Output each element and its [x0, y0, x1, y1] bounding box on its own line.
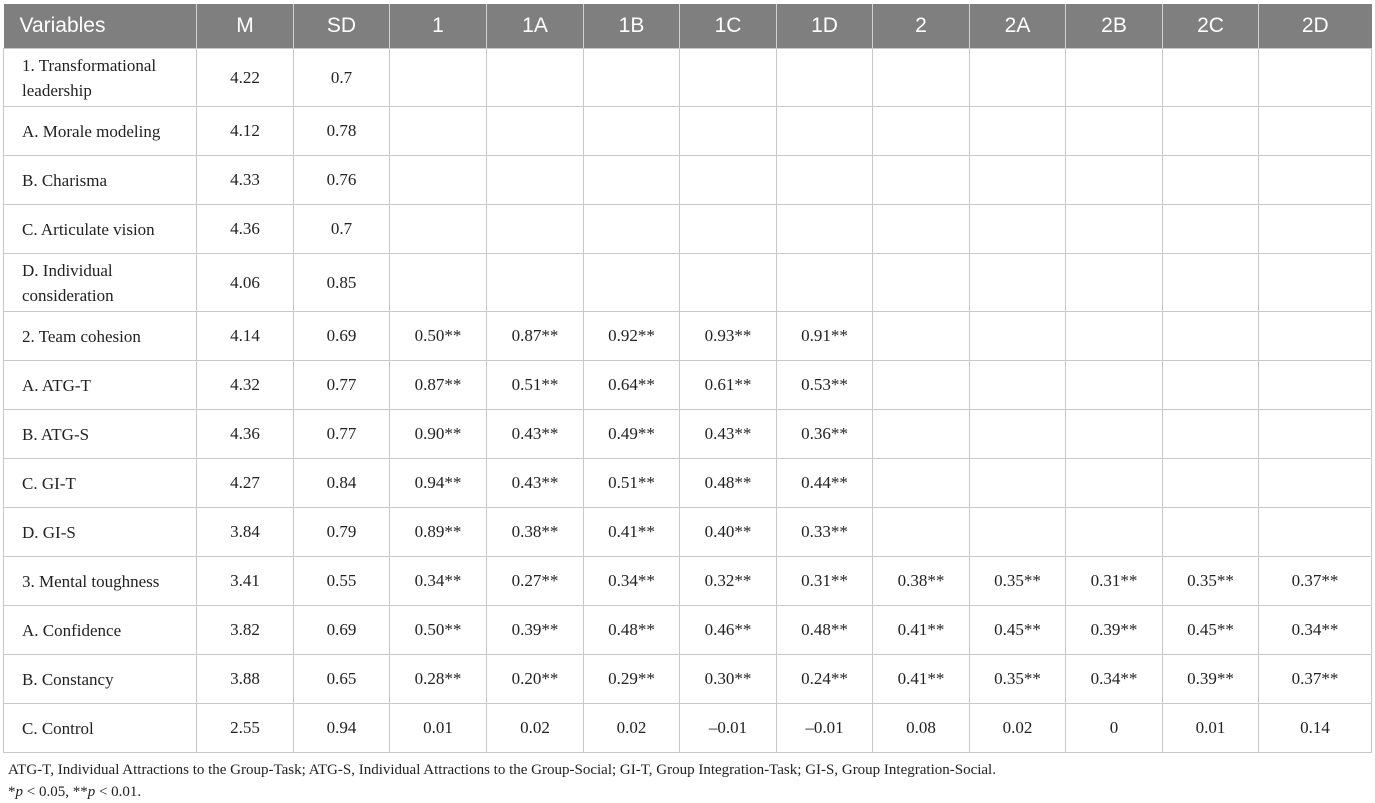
column-header: 2D — [1259, 4, 1372, 49]
table-cell: 4.22 — [197, 49, 294, 107]
table-row — [4, 156, 1372, 205]
table-cell: 0.08 — [873, 704, 970, 753]
column-header: 1B — [584, 4, 680, 49]
table-cell — [680, 156, 777, 205]
table-cell: 0.34** — [390, 557, 487, 606]
table-cell — [1259, 156, 1372, 205]
table-cell: 2.55 — [197, 704, 294, 753]
table-cell: 3.82 — [197, 606, 294, 655]
table-cell — [970, 205, 1066, 254]
table-cell — [1259, 361, 1372, 410]
table-cell — [1163, 156, 1259, 205]
table-cell — [777, 254, 873, 312]
table-cell: 3.84 — [197, 508, 294, 557]
table-cell: 0.94 — [294, 704, 390, 753]
table-cell — [487, 156, 584, 205]
table-cell: 0.37** — [1259, 557, 1372, 606]
table-cell: 4.12 — [197, 107, 294, 156]
variable-name-cell: C. Articulate vision — [4, 205, 197, 254]
table-cell: 0.93** — [680, 312, 777, 361]
table-cell: 0.94** — [390, 459, 487, 508]
table-cell: 0.76 — [294, 156, 390, 205]
table-cell: 0.20** — [487, 655, 584, 704]
table-cell: 0.38** — [873, 557, 970, 606]
table-cell — [873, 312, 970, 361]
table-cell — [970, 254, 1066, 312]
table-cell — [1163, 107, 1259, 156]
variable-name-cell: A. Confidence — [4, 606, 197, 655]
header-row — [4, 4, 1372, 49]
column-header: 1A — [487, 4, 584, 49]
table-cell: 0.69 — [294, 606, 390, 655]
column-header: M — [197, 4, 294, 49]
column-header: 2C — [1163, 4, 1259, 49]
variable-name-cell: B. ATG-S — [4, 410, 197, 459]
table-cell: 3.41 — [197, 557, 294, 606]
table-cell — [873, 107, 970, 156]
table-row — [4, 655, 1372, 704]
table-cell: 0.92** — [584, 312, 680, 361]
table-cell: 0.45** — [970, 606, 1066, 655]
table-cell: 0.51** — [584, 459, 680, 508]
table-cell — [970, 156, 1066, 205]
table-cell — [970, 508, 1066, 557]
table-cell — [1066, 107, 1163, 156]
table-cell — [390, 254, 487, 312]
variable-name-cell: A. Morale modeling — [4, 107, 197, 156]
table-cell — [1163, 49, 1259, 107]
table-cell: 0.40** — [680, 508, 777, 557]
table-cell — [390, 205, 487, 254]
significance-threshold-1: < 0.05, ** — [23, 784, 88, 800]
column-header: SD — [294, 4, 390, 49]
table-cell — [1259, 410, 1372, 459]
table-cell — [680, 107, 777, 156]
table-cell — [970, 49, 1066, 107]
table-cell: 0.29** — [584, 655, 680, 704]
table-cell: 4.36 — [197, 205, 294, 254]
table-cell — [873, 459, 970, 508]
table-cell — [1259, 508, 1372, 557]
table-cell: 0.65 — [294, 655, 390, 704]
table-cell — [390, 107, 487, 156]
table-cell: 0.49** — [584, 410, 680, 459]
table-cell: 0.39** — [487, 606, 584, 655]
table-cell: 0.38** — [487, 508, 584, 557]
table-cell — [1259, 459, 1372, 508]
table-cell — [1259, 254, 1372, 312]
table-row — [4, 606, 1372, 655]
table-cell — [1066, 205, 1163, 254]
table-cell — [1163, 254, 1259, 312]
table-cell: 0.41** — [873, 655, 970, 704]
table-cell: 0.34** — [584, 557, 680, 606]
table-cell: 0.02 — [584, 704, 680, 753]
table-cell: 0.33** — [777, 508, 873, 557]
table-cell — [1066, 508, 1163, 557]
significance-note — [8, 781, 1372, 803]
table-cell: 0.02 — [487, 704, 584, 753]
table-cell — [777, 49, 873, 107]
table-cell — [1259, 312, 1372, 361]
table-cell: 0.77 — [294, 410, 390, 459]
table-body — [4, 49, 1372, 753]
table-row — [4, 312, 1372, 361]
table-cell — [487, 254, 584, 312]
table-header — [4, 4, 1372, 49]
table-cell: 0.43** — [487, 410, 584, 459]
table-cell: –0.01 — [777, 704, 873, 753]
table-footnote — [3, 759, 1372, 803]
table-cell — [680, 205, 777, 254]
table-cell: 0.89** — [390, 508, 487, 557]
table-cell — [487, 107, 584, 156]
table-row — [4, 557, 1372, 606]
table-cell — [584, 49, 680, 107]
table-cell: 0.14 — [1259, 704, 1372, 753]
table-row — [4, 508, 1372, 557]
table-cell: 0.7 — [294, 205, 390, 254]
column-header: Variables — [4, 4, 197, 49]
table-cell: 0.45** — [1163, 606, 1259, 655]
table-cell: 0.64** — [584, 361, 680, 410]
table-cell: 0.91** — [777, 312, 873, 361]
table-cell: 0.87** — [390, 361, 487, 410]
table-cell — [1163, 410, 1259, 459]
table-cell: 0.41** — [873, 606, 970, 655]
table-cell — [777, 107, 873, 156]
p-symbol: p — [87, 784, 96, 800]
table-cell: 4.14 — [197, 312, 294, 361]
table-cell — [1259, 107, 1372, 156]
table-cell: 0.44** — [777, 459, 873, 508]
column-header: 1C — [680, 4, 777, 49]
table-cell: 0.39** — [1066, 606, 1163, 655]
variable-name-cell: 2. Team cohesion — [4, 312, 197, 361]
table-cell — [873, 205, 970, 254]
table-cell — [1066, 49, 1163, 107]
table-cell: 0.50** — [390, 606, 487, 655]
table-cell: 4.33 — [197, 156, 294, 205]
table-cell: 0.69 — [294, 312, 390, 361]
table-cell: 0.31** — [777, 557, 873, 606]
table-cell — [1066, 312, 1163, 361]
table-cell: 4.32 — [197, 361, 294, 410]
variable-name-cell: C. GI-T — [4, 459, 197, 508]
table-cell: 0.51** — [487, 361, 584, 410]
table-row — [4, 205, 1372, 254]
table-row — [4, 361, 1372, 410]
table-cell — [873, 254, 970, 312]
table-cell: 0.43** — [487, 459, 584, 508]
table-cell: 0.53** — [777, 361, 873, 410]
variable-name-cell: A. ATG-T — [4, 361, 197, 410]
column-header: 2A — [970, 4, 1066, 49]
table-cell: 0.85 — [294, 254, 390, 312]
significance-star: * — [8, 784, 16, 800]
p-symbol: p — [15, 784, 23, 800]
table-cell — [970, 312, 1066, 361]
table-cell: 0 — [1066, 704, 1163, 753]
table-cell: 0.32** — [680, 557, 777, 606]
table-cell — [1163, 508, 1259, 557]
table-cell — [873, 49, 970, 107]
table-cell: 0.78 — [294, 107, 390, 156]
table-cell: 4.36 — [197, 410, 294, 459]
variable-name-cell: B. Constancy — [4, 655, 197, 704]
table-cell: 0.77 — [294, 361, 390, 410]
table-row — [4, 704, 1372, 753]
table-cell: 0.48** — [680, 459, 777, 508]
column-header: 2 — [873, 4, 970, 49]
table-cell: 0.7 — [294, 49, 390, 107]
table-cell — [777, 156, 873, 205]
table-cell: 0.37** — [1259, 655, 1372, 704]
table-cell: 0.36** — [777, 410, 873, 459]
table-cell: 0.35** — [970, 557, 1066, 606]
table-cell — [584, 205, 680, 254]
table-cell: 0.27** — [487, 557, 584, 606]
table-cell — [970, 410, 1066, 459]
table-cell: –0.01 — [680, 704, 777, 753]
table-cell — [873, 361, 970, 410]
variable-name-cell: 1. Transformational leadership — [4, 49, 197, 107]
abbreviations-note: ATG-T, Individual Attractions to the Group-Task; ATG-S, Individual Attractions to the Group-Social; GI-T, Group Integration-Task; GI-S, Group Integration-Social. — [8, 762, 996, 778]
table-cell — [970, 361, 1066, 410]
table-cell — [584, 107, 680, 156]
table-cell: 0.01 — [1163, 704, 1259, 753]
table-cell: 0.87** — [487, 312, 584, 361]
table-cell — [487, 205, 584, 254]
table-cell — [1259, 49, 1372, 107]
table-cell: 0.90** — [390, 410, 487, 459]
table-cell — [1066, 361, 1163, 410]
table-cell — [1163, 205, 1259, 254]
table-cell: 0.48** — [584, 606, 680, 655]
table-cell — [1163, 312, 1259, 361]
table-row — [4, 49, 1372, 107]
table-cell — [1066, 156, 1163, 205]
column-header: 1D — [777, 4, 873, 49]
table-row — [4, 410, 1372, 459]
table-cell: 0.61** — [680, 361, 777, 410]
table-cell — [390, 156, 487, 205]
table-cell — [487, 49, 584, 107]
table-row — [4, 254, 1372, 312]
table-cell: 0.50** — [390, 312, 487, 361]
table-cell: 0.34** — [1066, 655, 1163, 704]
table-cell: 0.84 — [294, 459, 390, 508]
table-cell — [1163, 361, 1259, 410]
table-cell — [1163, 459, 1259, 508]
table-cell: 0.35** — [1163, 557, 1259, 606]
table-cell: 0.02 — [970, 704, 1066, 753]
table-row — [4, 107, 1372, 156]
table-cell — [1259, 205, 1372, 254]
table-cell: 0.34** — [1259, 606, 1372, 655]
table-cell: 0.41** — [584, 508, 680, 557]
table-cell — [777, 205, 873, 254]
table-cell — [1066, 254, 1163, 312]
table-cell: 0.46** — [680, 606, 777, 655]
table-cell — [970, 107, 1066, 156]
table-cell: 0.01 — [390, 704, 487, 753]
table-cell — [1066, 410, 1163, 459]
table-cell: 0.24** — [777, 655, 873, 704]
table-cell — [680, 254, 777, 312]
table-cell: 0.31** — [1066, 557, 1163, 606]
correlation-table — [3, 4, 1372, 753]
table-cell: 0.48** — [777, 606, 873, 655]
variable-name-cell: D. Individual consideration — [4, 254, 197, 312]
significance-threshold-2: < 0.01. — [95, 784, 142, 800]
column-header: 1 — [390, 4, 487, 49]
table-cell: 0.43** — [680, 410, 777, 459]
table-cell — [873, 508, 970, 557]
table-cell: 4.06 — [197, 254, 294, 312]
table-cell — [873, 410, 970, 459]
variable-name-cell: C. Control — [4, 704, 197, 753]
table-cell: 0.28** — [390, 655, 487, 704]
table-cell — [584, 156, 680, 205]
table-row — [4, 459, 1372, 508]
table-cell — [970, 459, 1066, 508]
table-cell — [680, 49, 777, 107]
table-cell: 0.55 — [294, 557, 390, 606]
table-cell: 0.30** — [680, 655, 777, 704]
variable-name-cell: D. GI-S — [4, 508, 197, 557]
column-header: 2B — [1066, 4, 1163, 49]
table-cell — [584, 254, 680, 312]
variable-name-cell: 3. Mental toughness — [4, 557, 197, 606]
table-cell — [1066, 459, 1163, 508]
table-cell: 4.27 — [197, 459, 294, 508]
table-cell — [390, 49, 487, 107]
table-cell: 0.35** — [970, 655, 1066, 704]
table-cell: 0.79 — [294, 508, 390, 557]
variable-name-cell: B. Charisma — [4, 156, 197, 205]
table-cell: 0.39** — [1163, 655, 1259, 704]
table-cell — [873, 156, 970, 205]
table-cell: 3.88 — [197, 655, 294, 704]
